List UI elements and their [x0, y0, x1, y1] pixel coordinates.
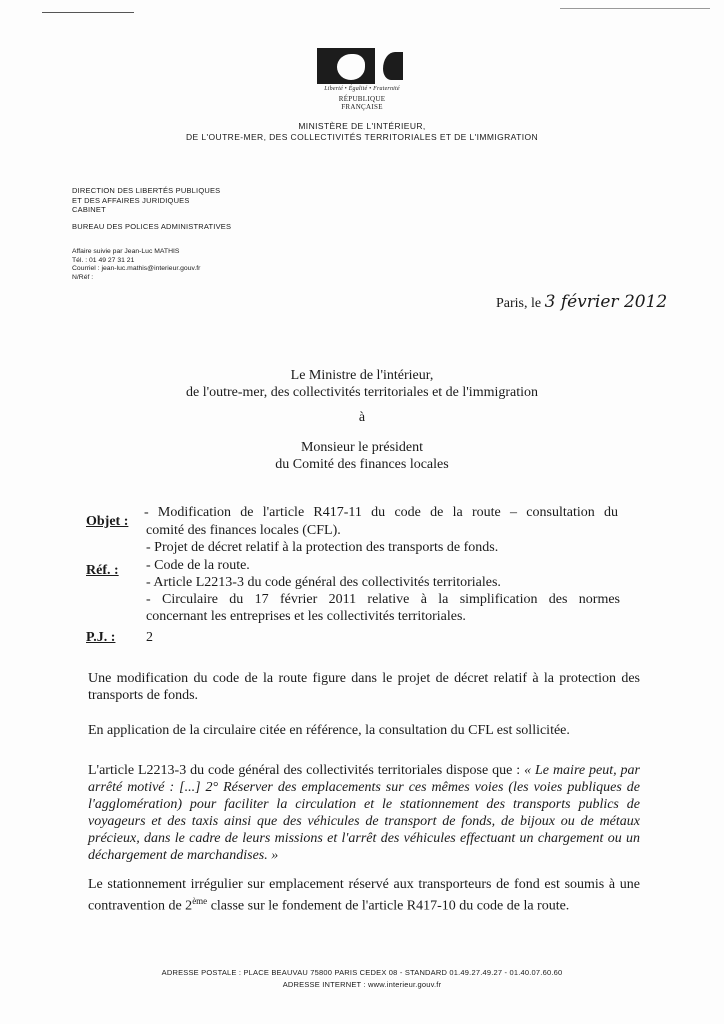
motto: Liberté • Égalité • Fraternité — [324, 86, 400, 92]
paragraph-3 — [88, 762, 640, 864]
marianne-icon — [317, 48, 407, 84]
ref-line-4: concernant les entreprises et les collectivités territoriales. — [146, 609, 466, 624]
sender-block — [72, 186, 231, 231]
tel-line: Tél. : 01 49 27 31 21 — [72, 256, 135, 264]
scan-mark — [42, 12, 134, 13]
article-intro: L'article L2213-3 du code général des collectivités territoriales dispose que : — [88, 763, 521, 778]
pj-value: 2 — [146, 630, 153, 645]
direction-line: DIRECTION DES LIBERTÉS PUBLIQUES — [72, 186, 221, 195]
direction-line: ET DES AFFAIRES JURIDIQUES — [72, 195, 190, 205]
ministry-line-2: DE L'OUTRE-MER, DES COLLECTIVITÉS TERRITORIALES ET DE L'IMMIGRATION — [186, 132, 538, 142]
republic-label: RÉPUBLIQUE FRANÇAISE — [338, 95, 386, 111]
email-line: Courriel : jean-luc.mathis@interieur.gouv.fr — [72, 265, 201, 272]
ministry-line-1: MINISTÈRE DE L'INTÉRIEUR, — [298, 121, 426, 131]
from-line-2: de l'outre-mer, des collectivités territoriales et de l'immigration — [185, 385, 539, 400]
ref-line: N/Réf : — [72, 273, 94, 281]
scan-mark — [560, 8, 710, 9]
paragraph-4-text: Le stationnement irrégulier sur emplacement réservé aux transporteurs de fond est soumis à une contravention de 2 — [88, 877, 640, 914]
objet-label: Objet : — [86, 514, 129, 529]
to-line-1: Monsieur le président — [300, 440, 424, 455]
superscript: ème — [192, 896, 208, 906]
footer-address: ADRESSE POSTALE : PLACE BEAUVAU 75800 PARIS CEDEX 08 - STANDARD 01.49.27.49.27 - 01.40.07.60.60 — [161, 968, 563, 977]
paragraph-4-text-end: classe sur le fondement de l'article R417-10 du code de la route. — [207, 898, 570, 914]
from-line-1: Le Ministre de l'intérieur, — [290, 368, 434, 383]
ref-line-1: - Code de la route. — [146, 558, 250, 573]
ref-line-3: - Circulaire du 17 février 2011 relative à la simplification des normes — [146, 592, 620, 607]
handwritten-date: 3 février 2012 — [544, 292, 668, 312]
bureau-line: BUREAU DES POLICES ADMINISTRATIVES — [72, 221, 232, 231]
contact-block — [72, 248, 200, 282]
objet-line-1: - Modification de l'article R417-11 du code de la route – consultation du — [144, 505, 618, 520]
affaire-line: Affaire suivie par Jean-Luc MATHIS — [72, 248, 180, 255]
marianne-logo — [317, 48, 407, 111]
ref-label: Réf. : — [86, 563, 119, 578]
to-word: à — [358, 410, 366, 425]
to-line-2: du Comité des finances locales — [275, 457, 449, 472]
paragraph-1: Une modification du code de la route figure dans le projet de décret relatif à la protection des transports de fonds. — [88, 671, 640, 703]
cabinet-line: CABINET — [72, 205, 106, 214]
article-quote: « Le maire peut, par arrêté motivé : [...] 2° Réserver des emplacements sur ces mêmes voies (les voies publiques de l'agglomération) pour faciliter la circulation et le stationnement des transports publics de voyageurs et des taxis ainsi que des véhicules de transport de fonds, de bijoux ou de métaux précieux, dans le cadre de leurs missions et l'arrêt des véhicules effectuant un chargement ou un déchargement de marchandises. » — [88, 763, 640, 863]
footer-website: ADRESSE INTERNET : www.interieur.gouv.fr — [282, 980, 442, 989]
paragraph-2: En application de la circulaire citée en référence, la consultation du CFL est sollicitée. — [88, 723, 570, 738]
paragraph-4 — [88, 876, 640, 915]
date-prefix: Paris, le — [496, 296, 542, 311]
objet-line-3: - Projet de décret relatif à la protection des transports de fonds. — [146, 540, 499, 555]
objet-line-2: comité des finances locales (CFL). — [146, 523, 341, 538]
date-line — [496, 292, 667, 312]
ref-line-2: - Article L2213-3 du code général des collectivités territoriales. — [146, 575, 501, 590]
pj-label: P.J. : — [86, 630, 116, 645]
